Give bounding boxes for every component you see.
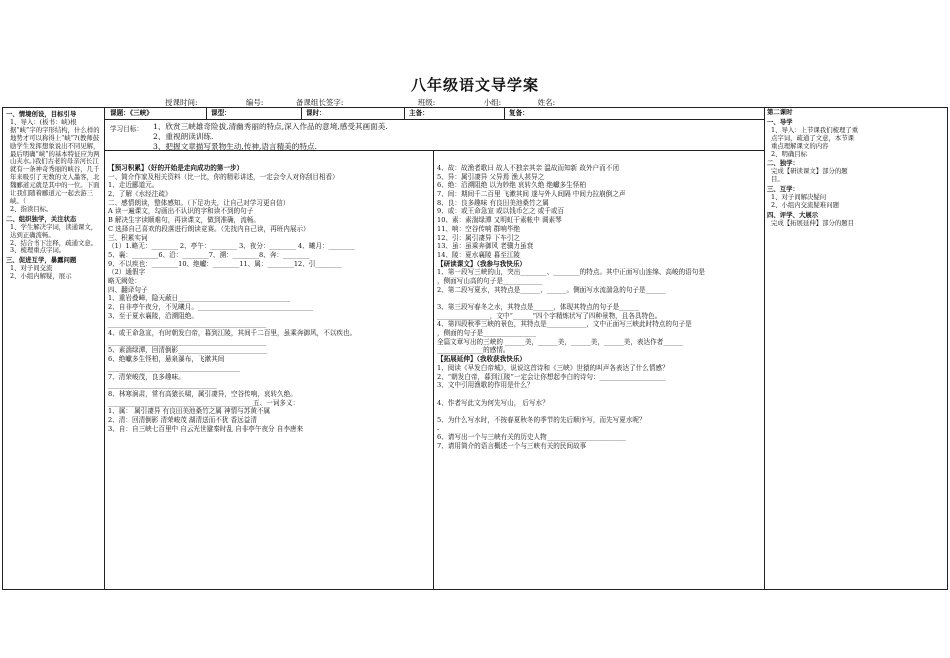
header-cell-divider: [301, 108, 302, 119]
preview-line: 8、林寒涧肃，常有高猿长啸，属引凄异，空谷传响，哀转久绝。: [108, 389, 297, 398]
second-period-line: 完成【研读课文】部分的题目。: [771, 167, 848, 184]
study-line: 3、文中引用渔歌的作用是什么？: [437, 381, 534, 390]
second-period-line: 完成【拓展延伸】部分的题目: [771, 218, 855, 227]
preview-column: [108, 164, 430, 433]
meta-number: 编号:: [245, 98, 264, 107]
left-col-line: 2、小组内解疑，展示: [10, 272, 72, 281]
preview-line: ________________________________________________: [108, 337, 267, 346]
preview-line: 一、简介作家及相关资料（比一比，你的精彩讲述，一定会令人对你刮目相看）: [108, 172, 339, 181]
preview-line: C 选择自己喜欢的段落进行朗读竞赛。（先找内自己读，再班内展示）: [108, 224, 310, 233]
study-line: -: [437, 424, 440, 433]
preview-line: 3、自：自三峡七百里中 自云光世避秦时乱 自非亭午夜分 自李唐来: [108, 424, 304, 433]
meta-signature: 备课组长签字:: [295, 98, 344, 107]
study-line: 9、或：或王命急宣 或以钱币乞之 或千或百: [437, 207, 565, 216]
left-col-line: 一、情境创设，目标引导: [6, 110, 77, 118]
left-col-line: 2、结合书下注释，疏通文意。: [10, 238, 98, 247]
meta-class: 班级:: [417, 98, 436, 107]
left-col-line: 二、组织独学，关注状态: [6, 214, 77, 223]
preview-line: B 解决生字读顺难句，再读课文，做到准确，流畅。: [108, 216, 261, 225]
page-title: 八年级语文导学案: [410, 76, 539, 94]
study-line: 6、请写出一个与三峡有关的历史人物________________________: [437, 433, 626, 442]
preview-line: ____________________________________________五、一词多义：: [108, 398, 300, 407]
study-line: ，侧面写山高的句子是____________: [437, 276, 543, 285]
study-line: 1、第一段写三峡的山，突出________、________的特点。其中正面写山连绵、高峻的语句是: [437, 268, 705, 277]
left-col-line: 1、学生解决字词，读通课文，达到正确流畅。: [10, 222, 98, 239]
preview-line: _________________________________: [108, 381, 217, 390]
study-line: 【拓展延伸】（我收获我快乐）: [437, 355, 527, 364]
second-period-line: 第二课时: [767, 108, 793, 116]
preview-line: ________________________________________________: [108, 320, 267, 329]
lesson-type: 课型：: [211, 109, 231, 117]
header-cell-divider: [206, 108, 207, 119]
study-line: 7、间：期间千二百里 飞漱其间 遂与外人间隔 中间力拉崩倒之声: [437, 190, 626, 199]
study-line: 14、陵：夏水襄陵 暮至江陵: [437, 250, 521, 259]
goals-label: 学习目标：: [110, 125, 143, 133]
preview-line: ________________________________________: [108, 363, 240, 372]
study-line: ，侧面的句子是________________: [437, 329, 536, 338]
preview-line: 2、了解《水经注疏》: [108, 190, 172, 199]
study-line: 4、第四段秋季三峡的景色，其特点是____________，文中正面写三峡此时特点的句子是: [437, 320, 692, 329]
study-line: 3、第三段写春冬之水，其特点是______，体现其特点的句子是______: [437, 303, 640, 311]
lesson-review-prep: 复备：: [509, 109, 529, 117]
study-line: 1、阅读《早发白帝城》，说说这首诗和《三峡》世猿的叫声各表达了什么情感？: [437, 363, 669, 372]
study-line: 全篇文章写出的三峡的 ______美，______美，______美，______美，表达作者______: [437, 337, 684, 346]
second-period-column: [767, 109, 859, 228]
second-period-line: 2、明确目标: [771, 149, 808, 158]
study-line: 5、异：属引凄异 父异焉 渔人甚异之: [437, 172, 545, 181]
preview-line: 1、属： 属引凄异 有良田美池桑竹之属 神情与苏黄不属: [108, 407, 271, 416]
study-line: [437, 407, 762, 416]
preview-line: 【预习积累】（好的开始是走向成功的第一步）: [108, 164, 244, 172]
preview-line: 3、至于夏水襄陵，沿溯阻绝。: [108, 311, 198, 320]
left-col-line: 3、梳理重点字词。: [10, 246, 66, 255]
preview-line: 7、清荣峻茂，良多趣味。: [108, 372, 185, 381]
header-cell-divider: [404, 108, 405, 119]
meta-time: 授课时间:: [165, 98, 198, 107]
left-col-line: 三、促进互学，暴露问题: [6, 256, 77, 265]
study-line: 5、为什么写水时，不按春夏秋冬的季节的先后顺序写，而先写夏水呢？: [437, 415, 646, 424]
study-line: 【研读课文】（我参与我快乐）: [437, 259, 527, 268]
second-period-line: 四、评学、大展示: [767, 210, 819, 219]
left-col-line: 1、导入：(板书：峡)根据“峡”字的字形结构，什么样的地势才可以称得上“峡”?(教师鼓励学生发挥想象说出不同见解，最后明确“峡”的基本特征应为两山夹水。)我们古老的母亲河长江就有一条神奇秀丽的峡谷，几千年来吸引了无数的文人墨客，北魏郦道元就是其中的一位。下面让我们随着郦道元一起去游三峡。（: [10, 117, 100, 205]
left-col-line: 1、对子间交流: [10, 264, 53, 273]
study-line: 2、“朝发白帝，暮到江陵”一定会让你想起李白的诗句：____________________: [437, 372, 666, 381]
study-line: 11、响：空谷传响 群响毕绝: [437, 224, 521, 233]
preview-line: 2、清：回清倒影 清荣峻茂 湖清送而不犹 香远益清: [108, 415, 257, 424]
study-line: 7、请用简介的语言概述一个与三峡有关的民间故事: [437, 442, 587, 450]
preview-line: 2、自非亭午夜分，不见曦月。___________________________________: [108, 303, 314, 311]
second-period-line: 1、导入：上节课我们梳理了重点字词，疏通了文意，本节课重点理解课文的内容: [771, 125, 859, 150]
goal-item: 1、欣赏三峡雄奇险拔,清幽秀丽的特点,深入作品的意境,感受其画面美.: [153, 122, 388, 131]
second-period-line: 1、对子间解决疑问: [771, 193, 827, 202]
divider-middle: [433, 150, 434, 589]
header-row-line: [104, 119, 764, 120]
goals-list: [153, 122, 388, 152]
study-line: 4、故：故渔者歌曰 故人不独亲其亲 温故而知新 故外户而不闭: [437, 164, 619, 172]
study-line: 10、素：素湍绿潭 又明虹干素帐中 调素琴: [437, 216, 562, 225]
study-column: [437, 164, 762, 451]
lesson-main-prep: 主备：: [409, 109, 429, 117]
preview-line: 1、重岩叠嶂，隐天蔽日__________________________________: [108, 294, 291, 303]
study-line: 13、虽：虽乘奔御风 老骥力虽衰: [437, 242, 534, 251]
preview-line: 1、走近郦道元。: [108, 181, 159, 190]
study-line: [437, 294, 762, 303]
meta-group: 小组:: [483, 98, 502, 107]
study-line: 8、良：良多趣味 有良田美池桑竹之属: [437, 198, 549, 207]
preview-line: （2）通假字: [108, 268, 146, 277]
second-period-line: 二、独学：: [767, 159, 799, 168]
header-cell-divider: [504, 108, 505, 119]
lesson-period: 课时：: [306, 109, 326, 117]
goal-item: 3、把握文章描写景物生动,传神,语言精美的特点.: [153, 142, 317, 151]
preview-line: 5、素湍绿潭，回清倒影___________________________: [108, 346, 268, 355]
preview-line: （1）1.略无：________ 2、亭午：________ 3、夜分：________ 4、曦月：________: [108, 242, 355, 251]
second-period-line: 一、导学: [767, 117, 793, 126]
study-line: 4、作者写此文为何先写山， 后写水？: [437, 398, 549, 407]
second-period-line: 2、小组内交流疑难问题: [771, 200, 839, 209]
study-line: ________________，文中“______”四个字精炼状写了四种景物，且各具特色。: [437, 311, 662, 320]
study-line: [437, 390, 762, 399]
preview-line: 9、不以疾也：________10、绝巘：________11、属：________12、引________: [108, 259, 342, 268]
divider-left: [104, 108, 105, 589]
worksheet-frame: [2, 107, 948, 590]
study-line: 6、绝：沿溯阻绝 以为妙绝 哀转久绝 绝巘多生怪柏: [437, 181, 586, 190]
preview-line: 5、襄：________6、沿：________7、溯：________8、奔：________: [108, 250, 310, 259]
left-column: [6, 111, 101, 281]
divider-right: [764, 108, 765, 589]
preview-line: 二、感情朗读，整体感知。（下足功夫，让自己对学习更自信）: [108, 198, 290, 207]
study-line: 2、第二段写夏水，其特点是______、______。侧面写水流湍急的句子是______: [437, 285, 666, 294]
preview-line: 三、积累实词: [108, 233, 148, 242]
preview-line: 四、翻译句子: [108, 285, 148, 294]
meta-name: 姓名:: [537, 98, 556, 107]
preview-line: 略无阙处：: [108, 276, 141, 285]
second-period-line: 三、互学：: [767, 185, 799, 194]
study-line: ______________的感情。: [437, 346, 510, 355]
study-line: 12、引：属引凄异 下车引之: [437, 233, 521, 242]
preview-line: 4、或王命急宣，有时朝发白帝，暮到江陵，其间千二百里，虽乘奔御风，不以疾也。: [108, 329, 357, 338]
preview-line: 6、绝巘多生怪柏，悬泉瀑布，飞漱其间: [108, 355, 225, 364]
preview-line: A 读一遍课文，勾画出不认识的字和读不到的句子: [108, 207, 254, 216]
left-col-line: 2、指读目标。: [10, 204, 53, 213]
goal-item: 2、重视朗读训练.: [153, 132, 214, 141]
lesson-topic: 课题：《三峡》: [110, 109, 153, 117]
